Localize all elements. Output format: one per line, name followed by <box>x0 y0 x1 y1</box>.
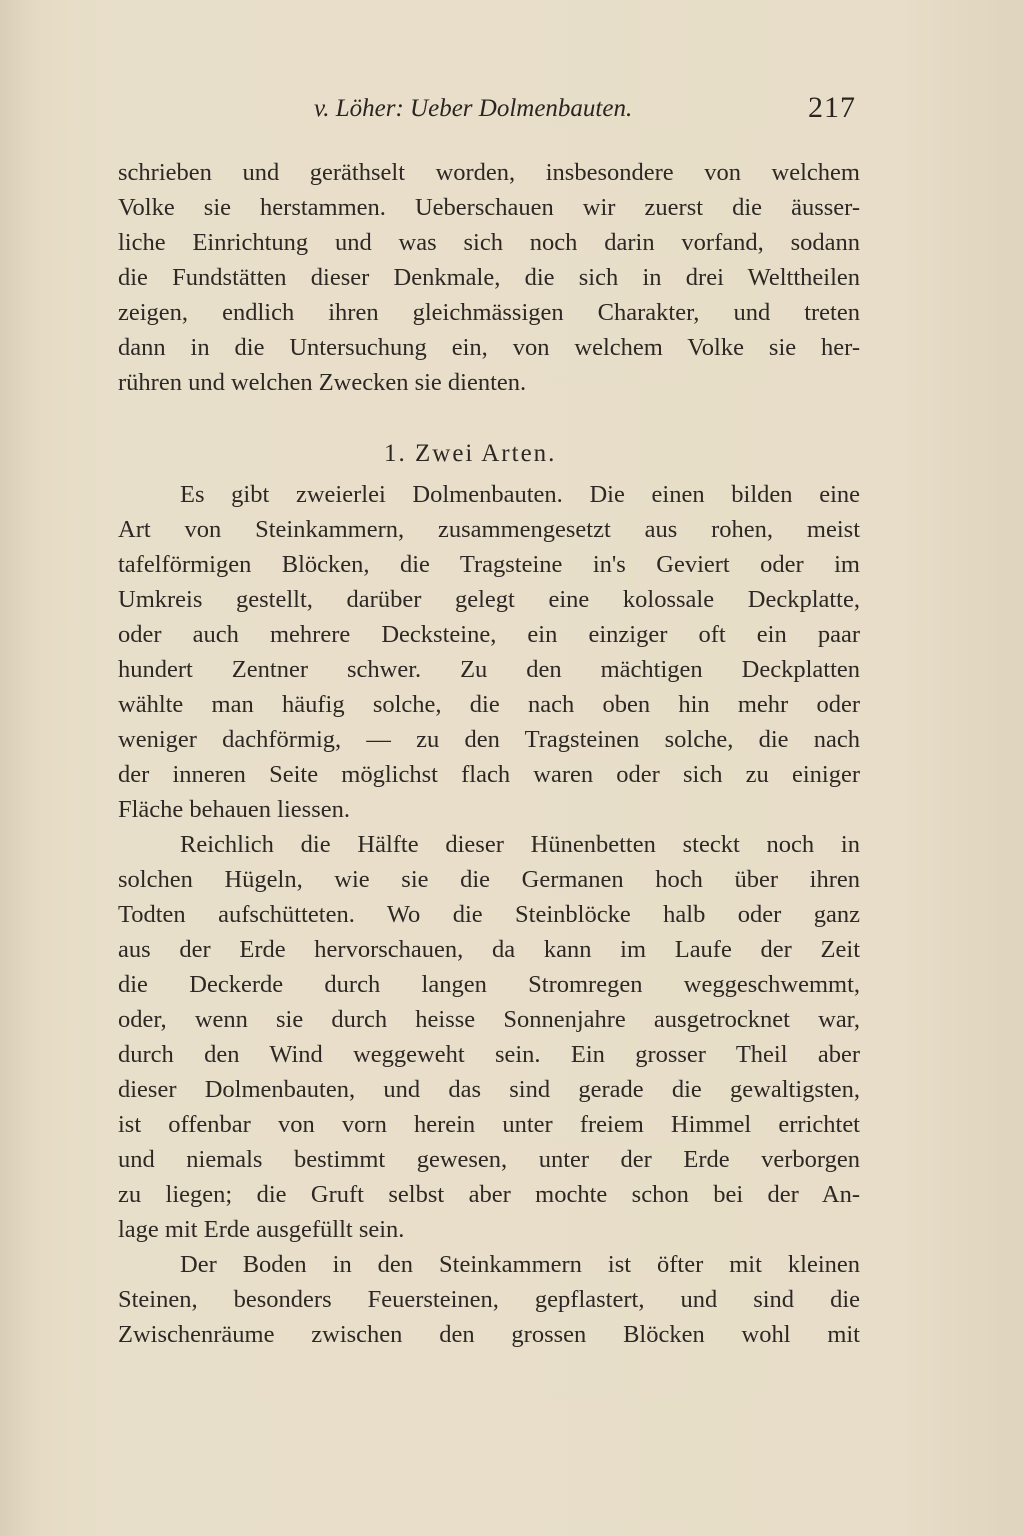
text-line: und niemals bestimmt gewesen, unter der Erde verborgen <box>118 1146 860 1173</box>
text-line: schrieben und geräthselt worden, insbesondere von welchem <box>118 159 860 186</box>
paragraph <box>118 477 860 827</box>
text-line: rühren und welchen Zwecken sie dienten. <box>118 369 527 396</box>
text-line: weniger dachförmig, — zu den Tragsteinen solche, die nach <box>118 726 860 753</box>
running-title: v. Löher: Ueber Dolmenbauten. <box>314 95 633 122</box>
body-text <box>118 155 860 1352</box>
text-line: Art von Steinkammern, zusammengesetzt aus rohen, meist <box>118 516 860 543</box>
page-header <box>118 91 860 135</box>
text-line: Zwischenräume zwischen den grossen Blöcken wohl mit <box>118 1321 860 1348</box>
text-line: tafelförmigen Blöcken, die Tragsteine in's Geviert oder im <box>118 551 860 578</box>
text-line: Umkreis gestellt, darüber gelegt eine kolossale Deckplatte, <box>118 586 860 613</box>
text-line: solchen Hügeln, wie sie die Germanen hoch über ihren <box>118 866 860 893</box>
text-line: Reichlich die Hälfte dieser Hünenbetten steckt noch in <box>180 831 860 858</box>
text-line: Steinen, besonders Feuersteinen, gepflastert, und sind die <box>118 1286 860 1313</box>
text-line: dieser Dolmenbauten, und das sind gerade die gewaltigsten, <box>118 1076 860 1103</box>
text-line: Volke sie herstammen. Ueberschauen wir zuerst die äusser- <box>118 194 860 221</box>
text-line: zeigen, endlich ihren gleichmässigen Charakter, und treten <box>118 299 860 326</box>
paragraph <box>118 1247 860 1352</box>
text-line: wählte man häufig solche, die nach oben hin mehr oder <box>118 691 860 718</box>
text-line: oder, wenn sie durch heisse Sonnenjahre ausgetrocknet war, <box>118 1006 860 1033</box>
text-line: der inneren Seite möglichst flach waren oder sich zu einiger <box>118 761 860 788</box>
paragraph <box>118 827 860 1247</box>
text-line: die Fundstätten dieser Denkmale, die sich in drei Welttheilen <box>118 264 860 291</box>
text-line: aus der Erde hervorschauen, da kann im Laufe der Zeit <box>118 936 860 963</box>
text-line: dann in die Untersuchung ein, von welchem Volke sie her- <box>118 334 860 361</box>
text-line: liche Einrichtung und was sich noch darin vorfand, sodann <box>118 229 860 256</box>
text-line: hundert Zentner schwer. Zu den mächtigen Deckplatten <box>118 656 860 683</box>
text-line: Der Boden in den Steinkammern ist öfter mit kleinen <box>180 1251 860 1278</box>
page-number: 217 <box>808 91 856 124</box>
text-line: Todten aufschütteten. Wo die Steinblöcke halb oder ganz <box>118 901 860 928</box>
text-line: die Deckerde durch langen Stromregen weggeschwemmt, <box>118 971 860 998</box>
text-line: Fläche behauen liessen. <box>118 796 350 823</box>
paragraph <box>118 155 860 400</box>
text-line: lage mit Erde ausgefüllt sein. <box>118 1216 405 1243</box>
text-line: oder auch mehrere Decksteine, ein einziger oft ein paar <box>118 621 860 648</box>
text-line: zu liegen; die Gruft selbst aber mochte schon bei der An- <box>118 1181 860 1208</box>
section-heading: 1. Zwei Arten. <box>384 440 557 467</box>
text-line: ist offenbar von vorn herein unter freiem Himmel errichtet <box>118 1111 860 1138</box>
text-line: Es gibt zweierlei Dolmenbauten. Die einen bilden eine <box>180 481 860 508</box>
text-line: durch den Wind weggeweht sein. Ein grosser Theil aber <box>118 1041 860 1068</box>
